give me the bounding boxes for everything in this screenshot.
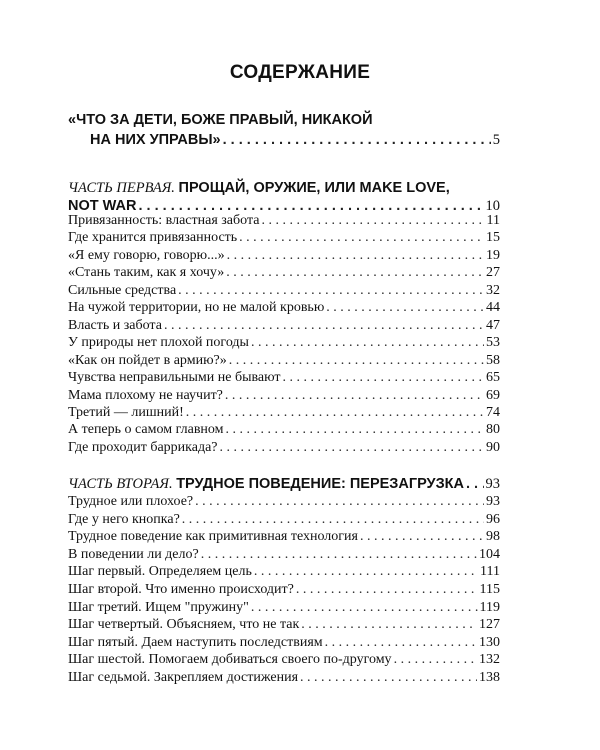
page-title: СОДЕРЖАНИЕ — [229, 62, 371, 83]
toc-entry[interactable] — [68, 616, 500, 634]
toc-entry[interactable] — [68, 493, 500, 511]
page-number: 93 — [486, 494, 500, 509]
toc-entry[interactable] — [68, 229, 500, 247]
entry-label: Шаг пятый. Даем наступить последствиям — [68, 634, 323, 650]
page-number: 119 — [479, 599, 500, 615]
toc-entry[interactable] — [68, 439, 500, 457]
page-number: 10 — [485, 198, 500, 214]
toc-entry[interactable] — [68, 212, 500, 230]
dot-leader — [466, 474, 484, 494]
dot-leader — [254, 563, 478, 581]
page-number: 132 — [479, 652, 500, 668]
page-number: 32 — [486, 282, 500, 298]
entry-label: Шаг третий. Ищем "пружину" — [68, 599, 249, 615]
dot-leader — [394, 651, 477, 669]
page-number: 111 — [480, 564, 500, 580]
toc-entry[interactable] — [68, 247, 500, 265]
toc-entry[interactable] — [68, 581, 500, 599]
dot-leader — [301, 616, 477, 634]
entry-label: «Стань таким, как я хочу» — [68, 265, 225, 281]
part1-title-line-1: ПРОЩАЙ, ОРУЖИЕ, ИЛИ MAKE LOVE, — [178, 180, 450, 196]
entry-label: Трудное или плохое? — [68, 494, 194, 509]
page-number: 80 — [486, 422, 500, 438]
toc-entry[interactable] — [68, 528, 500, 546]
dot-leader — [223, 130, 491, 150]
toc-entry[interactable] — [68, 369, 500, 387]
dot-leader — [227, 247, 484, 265]
intro-title-line-1: «ЧТО ЗА ДЕТИ, БОЖЕ ПРАВЫЙ, НИКАКОЙ — [68, 112, 373, 128]
page-number: 90 — [486, 439, 500, 455]
entry-label: Шаг первый. Определяем цель — [68, 564, 252, 580]
toc-entry-intro[interactable] — [90, 130, 500, 150]
part2-heading: ЧАСТЬ ВТОРАЯ. ТРУДНОЕ ПОВЕДЕНИЕ: ПЕРЕЗАГРУЗКА — [68, 476, 464, 492]
page-number: 127 — [479, 617, 500, 633]
toc-entry[interactable] — [68, 334, 500, 352]
entry-label: Трудное поведение как примитивная технология — [68, 529, 358, 545]
dot-leader — [195, 493, 484, 511]
dot-leader — [261, 212, 484, 230]
page-number: 115 — [479, 582, 500, 597]
entry-label: «Как он пойдет в армию?» — [68, 352, 227, 368]
page-number: 104 — [479, 546, 500, 562]
dot-leader — [300, 669, 477, 687]
part2-title: ТРУДНОЕ ПОВЕДЕНИЕ: ПЕРЕЗАГРУЗКА — [176, 476, 464, 492]
dot-leader — [360, 528, 484, 546]
entry-label: На чужой территории, но не малой кровью — [68, 300, 325, 316]
entry-label: В поведении ли дело? — [68, 546, 199, 562]
page-number: 47 — [486, 317, 500, 333]
dot-leader — [283, 369, 484, 387]
page-number: 69 — [486, 387, 500, 403]
dot-leader — [251, 599, 478, 617]
page-number: 27 — [486, 265, 500, 281]
entry-label: Третий — лишний! — [68, 404, 184, 420]
dot-leader — [229, 352, 484, 370]
entry-label: Шаг второй. Что именно происходит? — [68, 582, 294, 597]
dot-leader — [226, 421, 484, 439]
entry-label: А теперь о самом главном — [68, 422, 224, 438]
entry-label: Сильные средства — [68, 282, 177, 298]
toc-entry[interactable] — [68, 421, 500, 439]
entry-label: Шаг седьмой. Закрепляем достижения — [68, 670, 299, 685]
toc-entry-part2[interactable] — [68, 474, 500, 494]
dot-leader — [225, 387, 484, 405]
entry-label: Привязанность: властная забота — [68, 213, 260, 228]
toc-entry[interactable] — [68, 599, 500, 617]
page-number: 5 — [492, 132, 500, 148]
dot-leader — [296, 581, 478, 599]
toc-entry[interactable] — [68, 387, 500, 405]
entry-label: Шаг шестой. Помогаем добиваться своего по-другому — [68, 652, 392, 668]
dot-leader — [164, 317, 484, 335]
toc-entry[interactable] — [68, 651, 500, 669]
dot-leader — [325, 634, 477, 652]
entry-label: «Я ему говорю, говорю...» — [68, 247, 225, 263]
toc-entry[interactable] — [68, 546, 500, 564]
entry-label: Шаг четвертый. Объясняем, что не так — [68, 617, 300, 633]
dot-leader — [201, 546, 477, 564]
dot-leader — [326, 299, 484, 317]
dot-leader — [239, 229, 484, 247]
page-number: 98 — [486, 529, 500, 545]
entry-label: Власть и забота — [68, 317, 162, 333]
part1-heading-line-1: ЧАСТЬ ПЕРВАЯ. ПРОЩАЙ, ОРУЖИЕ, ИЛИ MAKE LOVE, — [68, 180, 450, 196]
entry-label: Где у него кнопка? — [68, 511, 180, 527]
toc-entry[interactable] — [68, 299, 500, 317]
page-number: 58 — [486, 352, 500, 368]
toc-entry[interactable] — [68, 563, 500, 581]
toc-entry[interactable] — [68, 317, 500, 335]
page-number: 11 — [486, 213, 500, 228]
toc-entry[interactable] — [68, 282, 500, 300]
toc-entry[interactable] — [68, 511, 500, 529]
dot-leader — [226, 264, 484, 282]
part2-prefix: ЧАСТЬ ВТОРАЯ — [68, 476, 169, 492]
dot-leader — [220, 439, 484, 457]
page-number: 130 — [479, 634, 500, 650]
page-number: 74 — [486, 404, 500, 420]
intro-title-line-2: НА НИХ УПРАВЫ» — [90, 132, 221, 148]
entry-label: Где проходит баррикада? — [68, 439, 218, 455]
dot-leader — [186, 404, 484, 422]
page-number: 15 — [486, 230, 500, 246]
page-number: 96 — [486, 511, 500, 527]
dot-leader — [251, 334, 484, 352]
toc-entry[interactable] — [68, 404, 500, 422]
page-number: 19 — [486, 247, 500, 263]
toc-entry[interactable] — [68, 264, 500, 282]
page-number: 53 — [486, 335, 500, 351]
page-number: 44 — [486, 300, 500, 316]
dot-leader — [182, 511, 484, 529]
dot-leader — [178, 282, 484, 300]
toc-entry[interactable] — [68, 634, 500, 652]
toc-entry[interactable] — [68, 352, 500, 370]
part1-title-line-2: NOT WAR — [68, 198, 137, 214]
part1-prefix: ЧАСТЬ ПЕРВАЯ — [68, 180, 172, 196]
page-number: 93 — [485, 476, 500, 492]
entry-label: Где хранится привязанность — [68, 230, 238, 246]
entry-label: Чувства неправильными не бывают — [68, 370, 281, 386]
toc-entry[interactable] — [68, 669, 500, 687]
entry-label: Мама плохому не научит? — [68, 387, 223, 403]
page-number: 138 — [479, 670, 500, 685]
entry-label: У природы нет плохой погоды — [68, 335, 249, 351]
page-number: 65 — [486, 370, 500, 386]
intro-heading-line-1 — [68, 110, 500, 130]
